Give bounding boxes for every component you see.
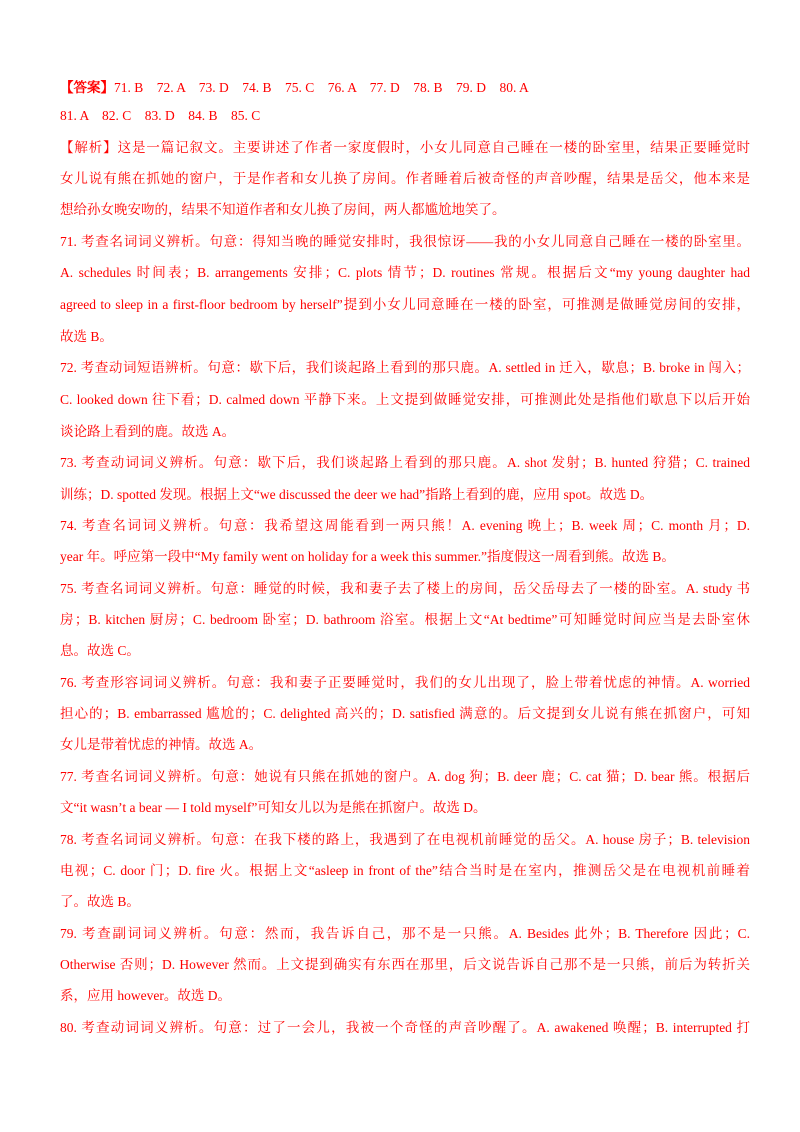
item-76-line-3: 女儿是带着忧虑的神情。故选 A。 bbox=[60, 737, 263, 752]
item-78-line-1: 78. 考查名词词义辨析。句意：在我下楼的路上，我遇到了在电视机前睡觉的岳父。A. house 房子；B. television bbox=[60, 832, 750, 847]
item-71-line-3: agreed to sleep in a first-floor bedroom by herself”提到小女儿同意睡在一楼的卧室，可推测是做睡觉房间的安排， bbox=[60, 297, 750, 312]
item-76-line-2: 担心的；B. embarrassed 尴尬的；C. delighted 高兴的；D. satisfied 满意的。后文提到女儿说有熊在抓窗户，可知 bbox=[60, 706, 750, 721]
item-79-line-1: 79. 考查副词词义辨析。句意：然而，我告诉自己，那不是一只熊。A. Besides 此外；B. Therefore 因此；C. bbox=[60, 926, 750, 941]
item-75-line-1: 75. 考查名词词义辨析。句意：睡觉的时候，我和妻子去了楼上的房间，岳父岳母去了一楼的卧室。A. study 书 bbox=[60, 581, 750, 596]
item-71-line-1: 71. 考查名词词义辨析。句意：得知当晚的睡觉安排时，我很惊讶——我的小女儿同意自己睡在一楼的卧室里。 bbox=[60, 234, 750, 249]
item-74-line-2: year 年。呼应第一段中“My family went on holiday for a week this summer.”指度假这一周看到熊。故选 B。 bbox=[60, 549, 675, 564]
item-79-line-2: Otherwise 否则；D. However 然而。上文提到确实有东西在那里，后文说告诉自己那不是一只熊，前后为转折关 bbox=[60, 957, 750, 972]
item-78-line-3: 了。故选 B。 bbox=[60, 894, 140, 909]
item-77-line-1: 77. 考查名词词义辨析。句意：她说有只熊在抓她的窗户。A. dog 狗；B. deer 鹿；C. cat 猫；D. bear 熊。根据后 bbox=[60, 769, 750, 784]
answer-row-1 bbox=[60, 78, 750, 98]
item-77-line-2: 文“it wasn’t a bear — I told myself”可知女儿以为是熊在抓窗户。故选 D。 bbox=[60, 800, 487, 815]
item-78-line-2: 电视；C. door 门；D. fire 火。根据上文“asleep in front of the”结合当时是在室内，推测岳父是在电视机前睡着 bbox=[60, 863, 750, 878]
answer-list-2: 81. A 82. C 83. D 84. B 85. C bbox=[60, 108, 261, 123]
item-73-line-2: 训练；D. spotted 发现。根据上文“we discussed the deer we had”指路上看到的鹿，应用 spot。故选 D。 bbox=[60, 487, 654, 502]
item-71-line-4: 故选 B。 bbox=[60, 329, 113, 344]
analysis-text-1: 这是一篇记叙文。主要讲述了作者一家度假时，小女儿同意自己睡在一楼的卧室里，结果正要睡觉时 bbox=[117, 140, 751, 155]
item-79-line-3: 系，应用 however。故选 D。 bbox=[60, 988, 231, 1003]
item-75-line-2: 房；B. kitchen 厨房；C. bedroom 卧室；D. bathroom 浴室。根据上文“At bedtime”可知睡觉时间应当是去卧室休 bbox=[60, 612, 750, 627]
item-80-line-1: 80. 考查动词词义辨析。句意：过了一会儿，我被一个奇怪的声音吵醒了。A. awakened 唤醒；B. interrupted 打 bbox=[60, 1020, 750, 1035]
answer-row-2 bbox=[60, 106, 750, 126]
item-76-line-1: 76. 考查形容词词义辨析。句意：我和妻子正要睡觉时，我们的女儿出现了，脸上带着忧虑的神情。A. worried bbox=[60, 675, 750, 690]
answer-tag: 【答案】 bbox=[60, 80, 114, 95]
item-72-line-1: 72. 考查动词短语辨析。句意：歇下后，我们谈起路上看到的那只鹿。A. settled in 迁入，歇息；B. broke in 闯入； bbox=[60, 360, 750, 375]
analysis-line-3: 想给孙女晚安吻的，结果不知道作者和女儿换了房间，两人都尴尬地笑了。 bbox=[60, 202, 506, 217]
analysis-line-1 bbox=[60, 138, 750, 158]
item-72-line-2: C. looked down 往下看；D. calmed down 平静下来。上文提到做睡觉安排，可推测此处是指他们歇息下以后开始 bbox=[60, 392, 750, 407]
item-72-line-3: 谈论路上看到的鹿。故选 A。 bbox=[60, 424, 236, 439]
item-73-line-1: 73. 考查动词词义辨析。句意：歇下后，我们谈起路上看到的那只鹿。A. shot 发射；B. hunted 狩猎；C. trained bbox=[60, 455, 750, 470]
item-74-line-1: 74. 考查名词词义辨析。句意：我希望这周能看到一两只熊！A. evening 晚上；B. week 周；C. month 月；D. bbox=[60, 518, 750, 533]
item-75-line-3: 息。故选 C。 bbox=[60, 643, 140, 658]
analysis-line-2: 女儿说有熊在抓她的窗户，于是作者和女儿换了房间。作者睡着后被奇怪的声音吵醒，结果是岳父，他本来是 bbox=[60, 171, 750, 186]
item-71-line-2: A. schedules 时间表；B. arrangements 安排；C. plots 情节；D. routines 常规。根据后文“my young daughter had bbox=[60, 265, 750, 280]
answer-list-1: 71. B 72. A 73. D 74. B 75. C 76. A 77. D 78. B 79. D 80. A bbox=[114, 80, 529, 95]
analysis-tag: 【解析】 bbox=[60, 140, 118, 155]
